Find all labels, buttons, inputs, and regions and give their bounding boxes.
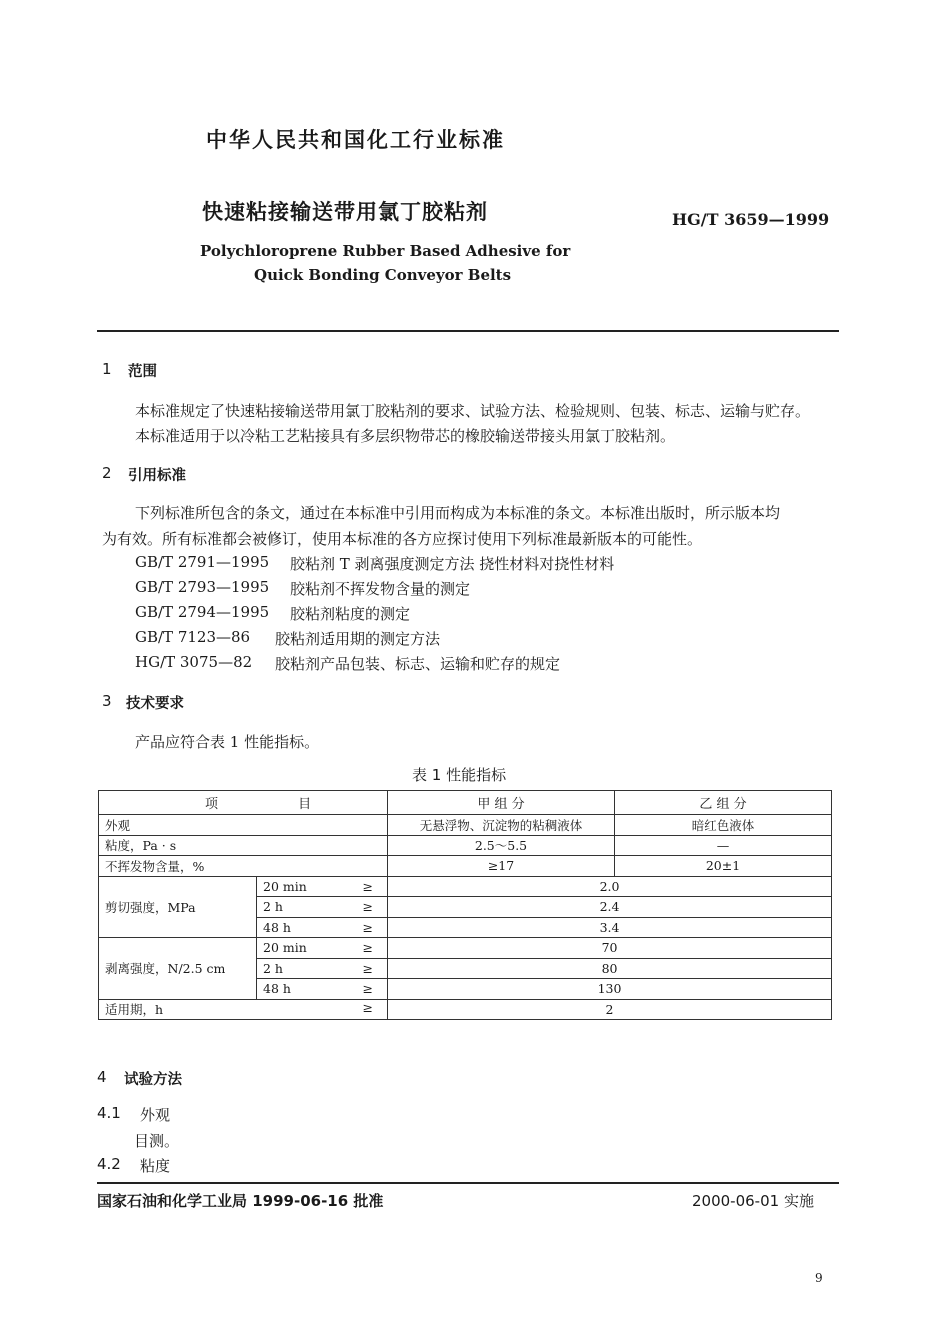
cell-value: 3.4 [388, 917, 832, 938]
cell-value: 2.4 [388, 897, 832, 918]
operator: ≥ [362, 1000, 374, 1016]
section-2-number: 2 [102, 464, 112, 482]
cell-value: 70 [388, 938, 832, 959]
time-label: 20 min [263, 940, 307, 956]
cell-value: ≥17 [388, 856, 615, 877]
cell-value: 2.5～5.5 [388, 835, 615, 856]
cell-value: 80 [388, 958, 832, 979]
sub-condition [257, 897, 388, 918]
cell-value: 2 [388, 999, 832, 1020]
ref-code: GB/T 2793—1995 [135, 578, 270, 596]
section-1-number: 1 [102, 360, 112, 378]
section-3-paragraph: 产品应符合表 1 性能指标。 [135, 733, 320, 751]
subsection-4-2-title: 粘度 [140, 1157, 171, 1175]
footer-divider [97, 1182, 839, 1184]
header-item-b: 目 [298, 797, 312, 812]
ref-code: GB/T 7123—86 [135, 628, 251, 646]
subsection-4-2-number: 4.2 [97, 1155, 121, 1173]
section-4-number: 4 [97, 1068, 107, 1086]
table-row [99, 856, 832, 877]
cell-value: — [615, 835, 832, 856]
performance-table [98, 790, 832, 1020]
section-2-title: 引用标准 [128, 468, 186, 484]
table-row [99, 999, 832, 1020]
ref-title: 胶粘剂粘度的测定 [290, 605, 411, 623]
operator: ≥ [362, 981, 374, 997]
cell-value: 20±1 [615, 856, 832, 877]
approval-statement: 国家石油和化学工业局 1999-06-16 批准 [97, 1192, 384, 1210]
row-label: 剪切强度，MPa [99, 876, 257, 938]
operator: ≥ [362, 960, 374, 976]
ref-title: 胶粘剂产品包装、标志、运输和贮存的规定 [275, 655, 561, 673]
ref-code: GB/T 2791—1995 [135, 553, 270, 571]
cell-value: 无悬浮物、沉淀物的粘稠液体 [388, 815, 615, 836]
sub-condition [257, 958, 388, 979]
ref-title: 胶粘剂 T 剥离强度测定方法 挠性材料对挠性材料 [290, 555, 615, 573]
standard-code: HG/T 3659—1999 [672, 210, 830, 229]
time-label: 2 h [263, 899, 283, 915]
row-label: 剥离强度，N/2.5 cm [99, 938, 257, 1000]
subsection-4-1-text: 目测。 [134, 1132, 180, 1150]
section-1-title: 范围 [128, 364, 157, 380]
table-row [99, 876, 832, 897]
sub-condition [257, 979, 388, 1000]
header-component-a: 甲 组 分 [388, 791, 615, 815]
time-label: 48 h [263, 981, 291, 997]
header-component-b: 乙 组 分 [615, 791, 832, 815]
standard-org: 中华人民共和国化工行业标准 [206, 128, 505, 152]
time-label: 2 h [263, 960, 283, 976]
header-item-a: 项 [205, 797, 219, 812]
subsection-4-1-title: 外观 [140, 1106, 171, 1124]
sub-condition [257, 917, 388, 938]
row-label: 不挥发物含量，% [99, 856, 388, 877]
section-2-paragraph-line-2: 为有效。所有标准都会被修订，使用本标准的各方应探讨使用下列标准最新版本的可能性。 [102, 530, 703, 548]
ref-title: 胶粘剂适用期的测定方法 [275, 630, 441, 648]
operator: ≥ [362, 940, 374, 956]
ref-code: HG/T 3075—82 [135, 653, 253, 671]
sub-condition [257, 876, 388, 897]
document-title-cn: 快速粘接输送带用氯丁胶粘剂 [202, 200, 488, 224]
cell-value: 暗红色液体 [615, 815, 832, 836]
cell-value: 2.0 [388, 876, 832, 897]
table-row [99, 815, 832, 836]
subsection-4-1-number: 4.1 [97, 1104, 121, 1122]
effective-date: 2000-06-01 实施 [692, 1192, 814, 1210]
header-item [99, 791, 388, 815]
section-4-title: 试验方法 [124, 1072, 182, 1088]
header-divider [97, 330, 839, 332]
document-title-en-line2: Quick Bonding Conveyor Belts [254, 266, 512, 284]
table-header-row [99, 791, 832, 815]
operator: ≥ [362, 899, 374, 915]
document-title-en-line1: Polychloroprene Rubber Based Adhesive for [200, 242, 571, 260]
page-number: 9 [815, 1271, 823, 1285]
sub-condition [257, 938, 388, 959]
operator: ≥ [362, 878, 374, 894]
time-label: 20 min [263, 878, 307, 894]
section-1-paragraph-1: 本标准规定了快速粘接输送带用氯丁胶粘剂的要求、试验方法、检验规则、包装、标志、运输与贮存。 [135, 402, 811, 420]
row-label: 粘度，Pa · s [99, 835, 388, 856]
table-row [99, 835, 832, 856]
row-label-with-operator [99, 999, 388, 1020]
operator: ≥ [362, 919, 374, 935]
section-3-number: 3 [102, 692, 112, 710]
section-1-paragraph-2: 本标准适用于以冷粘工艺粘接具有多层织物带芯的橡胶输送带接头用氯丁胶粘剂。 [135, 427, 676, 445]
table-caption: 表 1 性能指标 [412, 766, 507, 784]
ref-title: 胶粘剂不挥发物含量的测定 [290, 580, 471, 598]
ref-code: GB/T 2794—1995 [135, 603, 270, 621]
row-label: 外观 [99, 815, 388, 836]
cell-value: 130 [388, 979, 832, 1000]
time-label: 48 h [263, 919, 291, 935]
section-3-title: 技术要求 [126, 696, 184, 712]
section-2-paragraph-line-1: 下列标准所包含的条文，通过在本标准中引用而构成为本标准的条文。本标准出版时，所示版本均 [135, 504, 781, 522]
table-row [99, 938, 832, 959]
row-label: 适用期，h [105, 1002, 164, 1018]
